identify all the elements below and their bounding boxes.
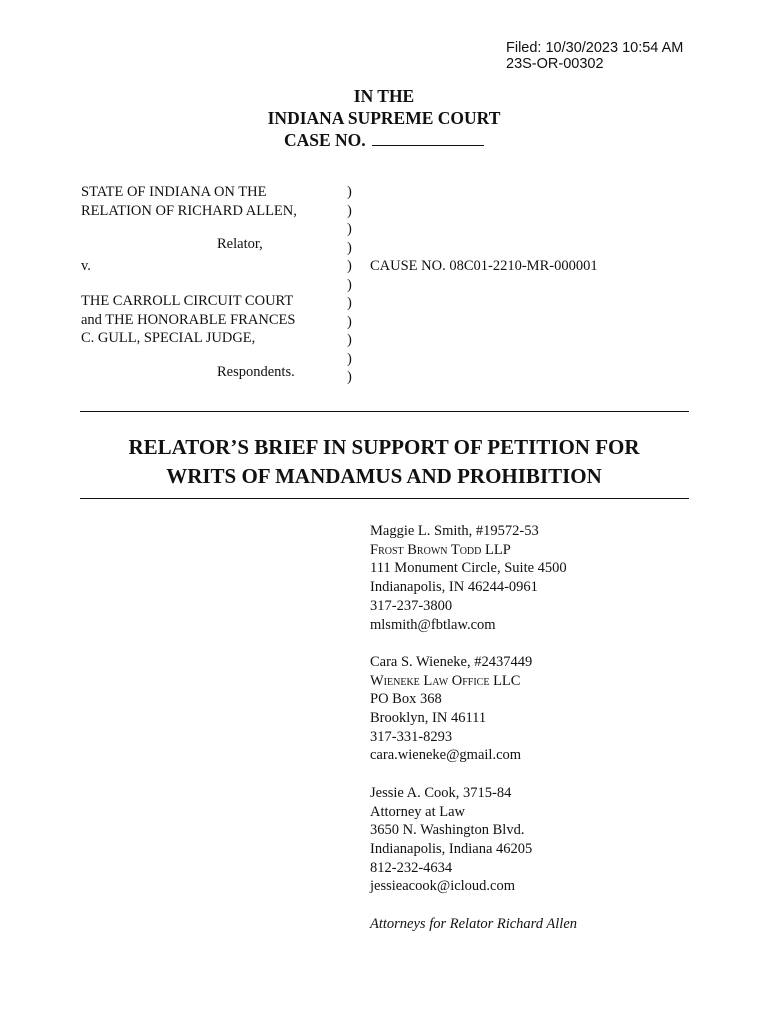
spacer [81, 348, 346, 363]
attorney-phone: 317-331-8293 [370, 728, 453, 745]
relator-line-2: RELATION OF RICHARD ALLEN, [81, 202, 297, 219]
paren: ) [347, 369, 352, 385]
paren: ) [347, 276, 352, 293]
attorney-firm: Frost Brown Todd LLP [370, 541, 511, 558]
attorneys-for-relator: Attorneys for Relator Richard Allen [370, 915, 578, 932]
case-number-line [0, 129, 768, 151]
paren: ) [347, 350, 352, 367]
paren: ) [347, 332, 352, 348]
case-number-blank [372, 131, 484, 146]
case-caption [81, 183, 346, 381]
court-heading [0, 85, 768, 151]
paren: ) [347, 295, 352, 311]
attorney-signature-block [370, 522, 577, 933]
attorney-block [370, 653, 577, 765]
court-name: INDIANA SUPREME COURT [267, 108, 501, 128]
divider-top [80, 411, 689, 412]
attorney-address-2: Indianapolis, Indiana 46205 [370, 840, 533, 857]
case-number-label: CASE NO. [283, 130, 366, 150]
spacer [81, 275, 346, 292]
paren: ) [347, 239, 352, 256]
attorney-firm: Wieneke Law Office LLC [370, 672, 521, 689]
paren: ) [347, 184, 352, 200]
attorney-email: cara.wieneke@gmail.com [370, 747, 522, 764]
attorney-phone: 317-237-3800 [370, 597, 453, 614]
attorney-address-2: Brooklyn, IN 46111 [370, 710, 487, 727]
paren: ) [347, 258, 352, 274]
docket-number: 23S-OR-00302 [506, 56, 604, 72]
brief-title [0, 433, 768, 491]
attorney-email: mlsmith@fbtlaw.com [370, 616, 496, 633]
attorney-address-1: 111 Monument Circle, Suite 4500 [370, 560, 567, 577]
brief-title-line-2: WRITS OF MANDAMUS AND PROHIBITION [166, 464, 602, 488]
respondent-line-1: THE CARROLL CIRCUIT COURT [81, 293, 294, 309]
divider-bottom [80, 498, 689, 499]
versus: v. [81, 257, 91, 274]
brief-title-line-1: RELATOR’S BRIEF IN SUPPORT OF PETITION FOR [128, 435, 640, 459]
attorney-phone: 812-232-4634 [370, 859, 453, 876]
respondent-line-3: C. GULL, SPECIAL JUDGE, [81, 330, 256, 346]
attorney-name: Jessie A. Cook, 3715-84 [370, 784, 512, 801]
spacer [81, 220, 346, 235]
attorney-block [370, 522, 577, 634]
paren: ) [347, 202, 352, 219]
filed-date: Filed: 10/30/2023 10:54 AM [506, 40, 684, 56]
attorney-name: Cara S. Wieneke, #2437449 [370, 653, 533, 670]
relator-role: Relator, [217, 236, 263, 252]
attorney-email: jessieacook@icloud.com [370, 878, 516, 895]
court-line-1: IN THE [353, 86, 415, 106]
attorney-address-1: PO Box 368 [370, 691, 442, 708]
attorney-address-1: 3650 N. Washington Blvd. [370, 822, 525, 839]
relator-line-1: STATE OF INDIANA ON THE [81, 184, 267, 200]
paren: ) [347, 221, 352, 237]
filing-stamp [506, 40, 683, 72]
paren: ) [347, 313, 352, 330]
caption-parentheses [347, 183, 352, 387]
attorney-name: Maggie L. Smith, #19572-53 [370, 523, 539, 539]
cause-number: CAUSE NO. 08C01-2210-MR-000001 [370, 258, 598, 274]
attorney-block [370, 784, 577, 896]
attorney-firm: Attorney at Law [370, 803, 466, 820]
respondent-role: Respondents. [217, 363, 295, 380]
respondent-line-2: and THE HONORABLE FRANCES [81, 311, 296, 328]
attorney-address-2: Indianapolis, IN 46244-0961 [370, 579, 538, 596]
